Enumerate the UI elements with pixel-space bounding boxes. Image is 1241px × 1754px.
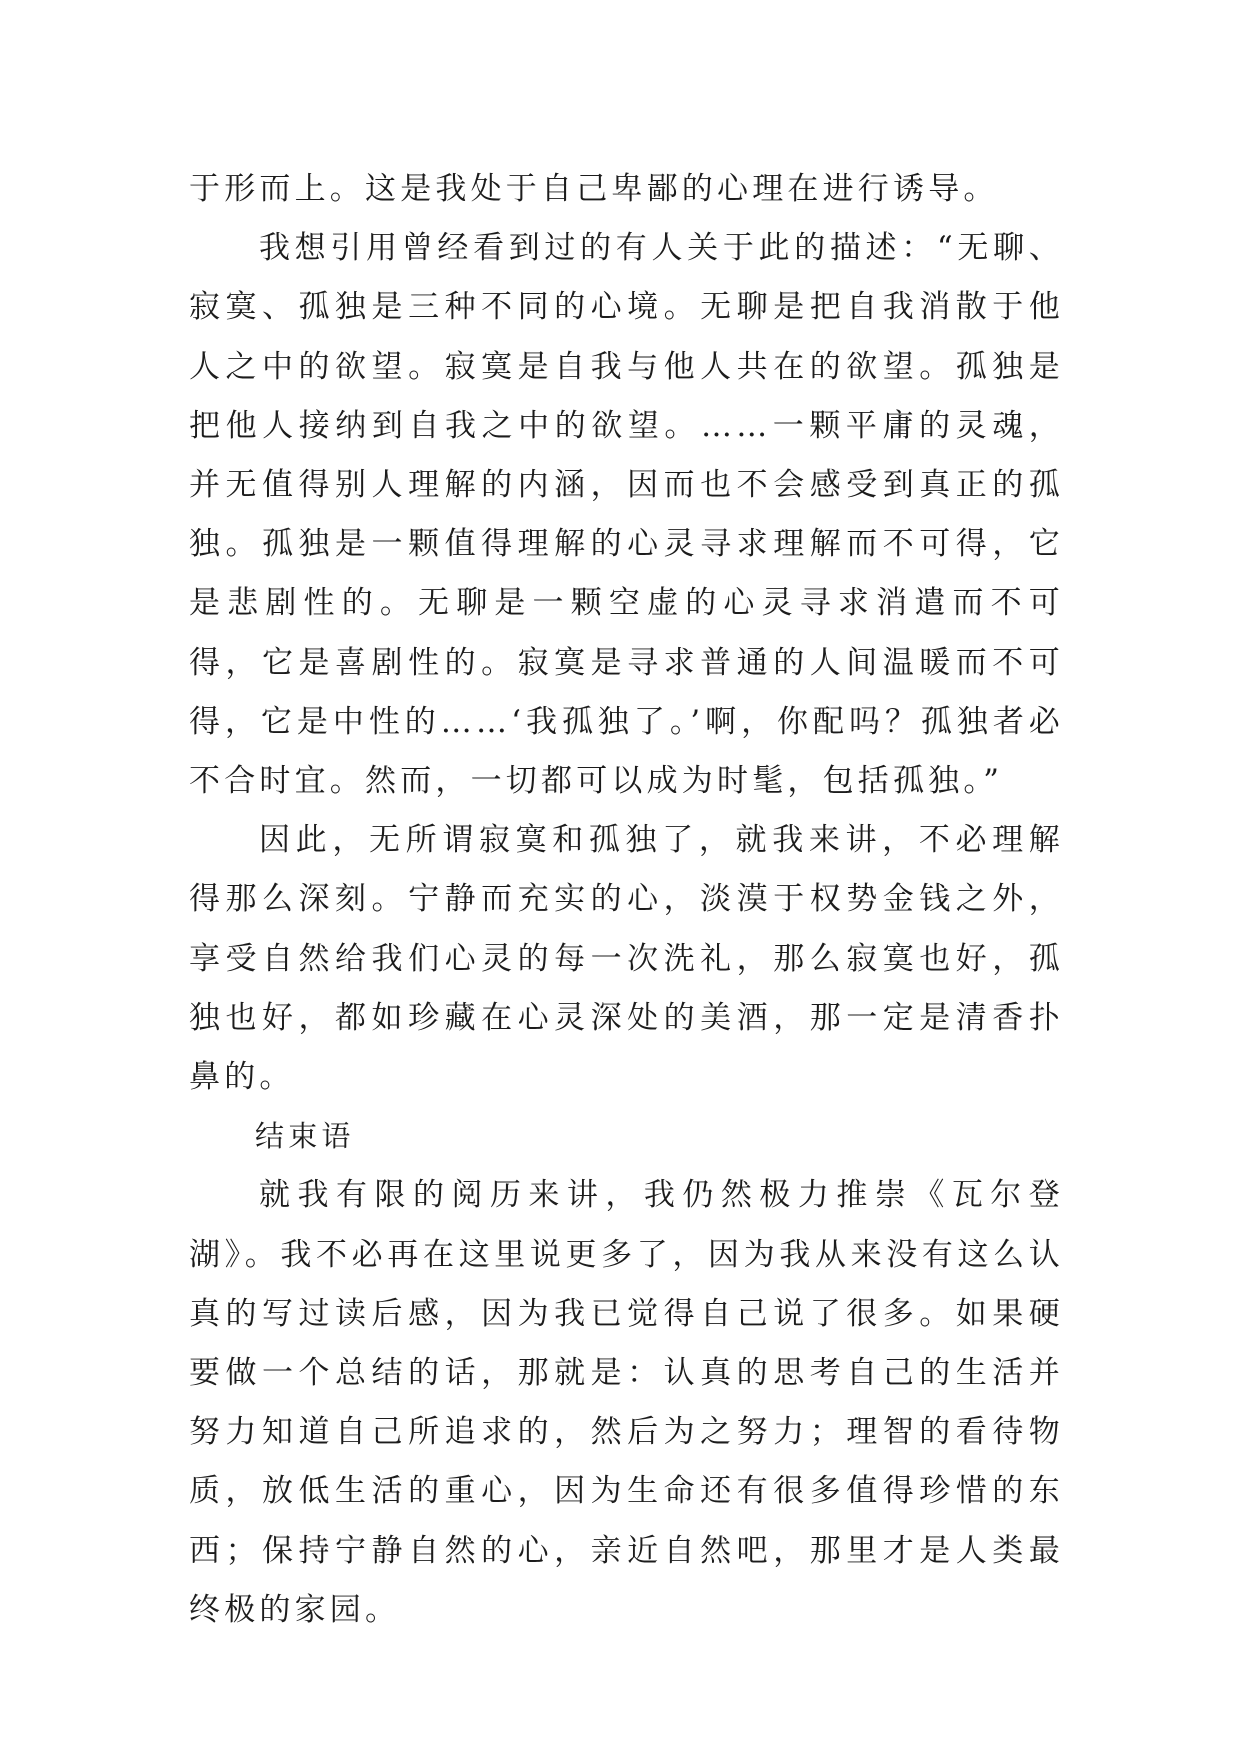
body-text [189,160,1064,1640]
paragraph-reflection: 因此，无所谓寂寞和孤独了，就我来讲，不必理解得那么深刻。宁静而充实的心，淡漠于权势金钱之外，享受自然给我们心灵的每一次洗礼，那么寂寞也好，孤独也好，都如珍藏在心灵深处的美酒，那一定是清香扑鼻的。 [189,822,1064,1096]
section-heading-conclusion: 结束语 [255,1119,355,1154]
paragraph-conclusion: 就我有限的阅历来讲，我仍然极力推崇《瓦尔登湖》。我不必再在这里说更多了，因为我从来没有这么认真的写过读后感，因为我已觉得自己说了很多。如果硬要做一个总结的话，那就是：认真的思考自己的生活并努力知道自己所追求的，然后为之努力；理智的看待物质，放低生活的重心，因为生命还有很多值得珍惜的东西；保持宁静自然的心，亲近自然吧，那里才是人类最终极的家园。 [189,1177,1064,1628]
paragraph-quote-loneliness: 我想引用曾经看到过的有人关于此的描述：“无聊、寂寞、孤独是三种不同的心境。无聊是把自我消散于他人之中的欲望。寂寞是自我与他人共在的欲望。孤独是把他人接纳到自我之中的欲望。……一颗平庸的灵魂，并无值得别人理解的内涵，因而也不会感受到真正的孤独。孤独是一颗值得理解的心灵寻求理解而不可得，它是悲剧性的。无聊是一颗空虚的心灵寻求消遣而不可得，它是喜剧性的。寂寞是寻求普通的人间温暖而不可得，它是中性的……‘我孤独了。’啊，你配吗？孤独者必不合时宜。然而，一切都可以成为时髦，包括孤独。” [189,230,1064,800]
paragraph-continuation: 于形而上。这是我处于自己卑鄙的心理在进行诱导。 [189,171,999,207]
